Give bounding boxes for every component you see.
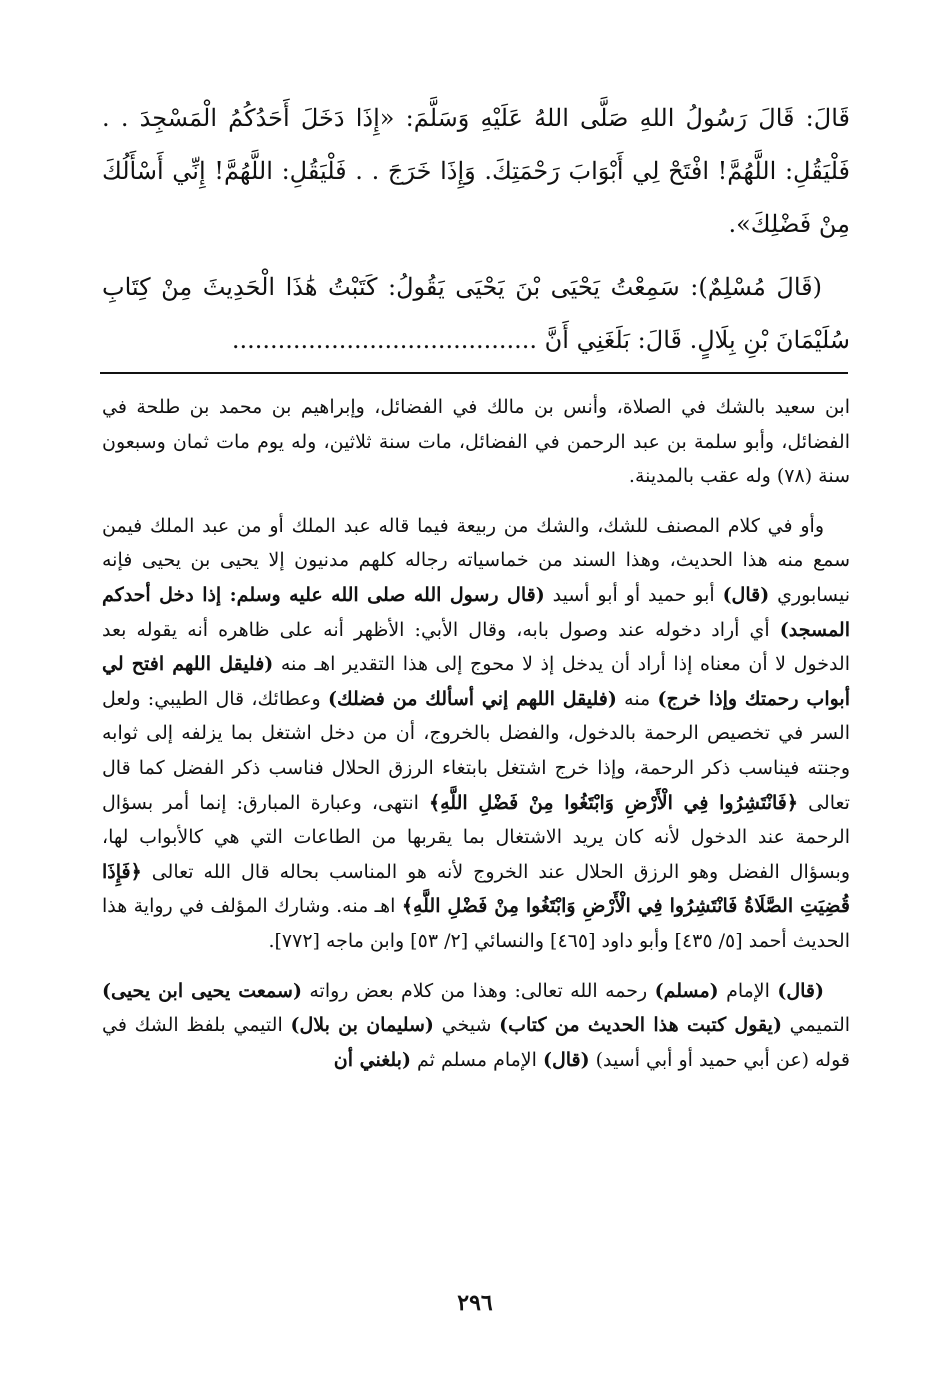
commentary-paragraph-3	[102, 974, 850, 1078]
hadith-text-block	[102, 92, 850, 367]
quran-verse: ﴿فَإِذَا قُضِيَتِ الصَّلَاةُ فَانْتَشِرُوا فِي الْأَرْضِ وَابْتَغُوا مِنْ فَضْلِ اللَّهِ﴾	[102, 860, 850, 918]
bold-quote: (فليقل اللهم افتح لي أبواب رحمتك وإذا خرج)	[102, 653, 850, 710]
bold-quote: (مسلم)	[654, 979, 719, 1002]
muslim-saying-paragraph: (قَالَ مُسْلِمٌ): سَمِعْتُ يَحْيَى بْنَ يَحْيَى يَقُولُ: كَتَبْتُ هَٰذَا الْحَدِيثَ مِنْ كِتَابِ سُلَيْمَانَ بْنِ بِلَالٍ. قَالَ: بَلَغَنِي أَنَّ ........................................	[102, 273, 850, 354]
page-number: ٢٩٦	[457, 1290, 493, 1316]
commentary-paragraph-1: ابن سعيد بالشك في الصلاة، وأنس بن مالك في الفضائل، وإبراهيم بن محمد بن طلحة في الفضائل، وأبو سلمة بن عبد الرحمن في الفضائل، مات سنة ثلاثين، وله يوم مات ثمان وسبعون سنة (٧٨) وله عقب بالمدينة.	[102, 396, 850, 488]
text-segment: وعطائك، قال الطيبي: ولعل السر في تخصيص الرحمة بالدخول، والفضل بالخروج، أن من دخل اشتغل بما يزلفه إلى ثوابه وجنته فيناسب ذكر الرحمة، وإذا خرج اشتغل بابتغاء الرزق الحلال فناسب ذكر الفضل كما قال تعالى	[102, 687, 850, 814]
bold-quote: (قال)	[722, 583, 770, 606]
text-segment: أي أراد دخوله عند وصول بابه، وقال الأبي: الأظهر أنه على ظاهره أنه يقوله بعد الدخول لا أن معناه إذا أراد أن يدخل إذ لا محوج إلى هذا التقدير اهـ منه	[102, 618, 850, 676]
footnote-divider	[100, 372, 848, 374]
commentary-block	[102, 390, 850, 1077]
bold-quote: (سمعت يحيى ابن يحيى)	[102, 979, 302, 1002]
bold-quote: (قال رسول الله صلى الله عليه وسلم: إذا دخل أحدكم المسجد)	[102, 583, 850, 641]
text-segment: التميمي	[781, 1014, 851, 1037]
text-segment: الإمام	[718, 979, 778, 1002]
bold-quote: (قال)	[542, 1048, 590, 1071]
text-segment: انتهى، وعبارة المبارق: إنما أمر بسؤال الرحمة عند الدخول لأنه كان يريد الاشتغال بما يقربها من الطاعات التي هي كالأبواب لها، وبسؤال الفضل وهو الرزق الحلال عند الخروج لأنه هو المناسب بحاله قال الله تعالى	[102, 791, 850, 883]
text-segment: وأو في كلام المصنف للشك، والشك من ربيعة فيما قاله عبد الملك أو من عبد الملك فيمن سمع منه هذا الحديث، وهذا السند من خماسياته رجاله كلهم مدنيون إلا يحيى بن يحيى فإنه نيسابوري	[102, 514, 851, 606]
bold-quote: (سليمان بن بلال)	[290, 1014, 434, 1037]
bold-quote: (بلغني أن	[333, 1048, 411, 1071]
hadith-paragraph: قَالَ: قَالَ رَسُولُ اللهِ صَلَّى اللهُ عَلَيْهِ وَسَلَّمَ: «إِذَا دَخَلَ أَحَدُكُمُ الْمَسْجِدَ . . فَلْيَقُلِ: اللَّهُمَّ! افْتَحْ لِي أَبْوَابَ رَحْمَتِكَ. وَإِذَا خَرَجَ . . فَلْيَقُلِ: اللَّهُمَّ! إِنِّي أَسْأَلُكَ مِنْ فَضْلِكَ».	[102, 104, 851, 238]
text-segment: اهـ منه. وشارك المؤلف في رواية هذا الحديث أحمد [٥/ ٤٣٥] وأبو داود [٤٦٥] والنسائي [٢/ ٥٣] وابن ماجه [٧٧٢].	[102, 895, 850, 952]
text-segment: منه	[616, 687, 658, 710]
text-segment: الإمام مسلم ثم	[410, 1048, 543, 1071]
text-segment: أبو حميد أو أبو أسيد	[544, 583, 723, 606]
text-segment: شيخي	[433, 1014, 500, 1037]
bold-quote: (فليقل اللهم إني أسألك من فضلك)	[328, 687, 617, 710]
text-segment: رحمه الله تعالى: وهذا من كلام بعض رواته	[301, 979, 655, 1002]
quran-verse: ﴿فَانْتَشِرُوا فِي الْأَرْضِ وَابْتَغُوا مِنْ فَضْلِ اللَّهِ﴾	[428, 791, 799, 814]
commentary-paragraph-2	[102, 509, 850, 959]
bold-quote: (يقول كتبت هذا الحديث من كتاب)	[499, 1014, 782, 1037]
bold-quote: (قال)	[777, 979, 824, 1002]
text-segment: التيمي بلفظ الشك في قوله (عن أبي حميد أو أبي أسيد)	[102, 1014, 850, 1071]
